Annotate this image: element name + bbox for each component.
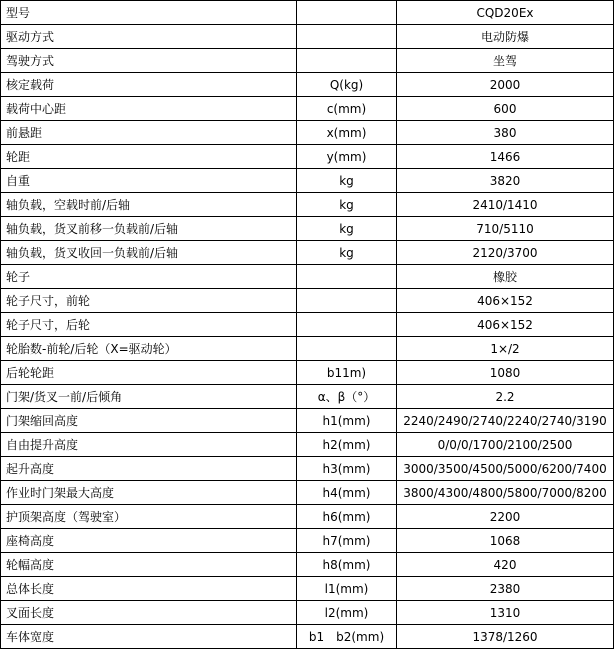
spec-item-cell: 护顶架高度（驾驶室） xyxy=(1,505,297,529)
table-row xyxy=(1,457,614,481)
table-row xyxy=(1,241,614,265)
spec-item-cell: 轮子尺寸，前轮 xyxy=(1,289,297,313)
spec-value-cell: 710/5110 xyxy=(397,217,614,241)
spec-unit-cell: y(mm) xyxy=(297,145,397,169)
spec-value-cell: 1310 xyxy=(397,601,614,625)
spec-value-cell: 406×152 xyxy=(397,313,614,337)
table-row xyxy=(1,145,614,169)
spec-item-cell: 轮子 xyxy=(1,265,297,289)
spec-value-cell: 2200 xyxy=(397,505,614,529)
spec-value-cell: 380 xyxy=(397,121,614,145)
spec-unit-cell xyxy=(297,49,397,73)
spec-unit-cell: h4(mm) xyxy=(297,481,397,505)
spec-unit-cell: h2(mm) xyxy=(297,433,397,457)
table-row xyxy=(1,265,614,289)
spec-item-cell: 轴负载，空载时前/后轴 xyxy=(1,193,297,217)
spec-value-cell: 1080 xyxy=(397,361,614,385)
spec-item-cell: 座椅高度 xyxy=(1,529,297,553)
table-row xyxy=(1,553,614,577)
spec-unit-cell: kg xyxy=(297,217,397,241)
spec-unit-cell: h8(mm) xyxy=(297,553,397,577)
spec-value-cell: 1068 xyxy=(397,529,614,553)
spec-value-cell: 2.2 xyxy=(397,385,614,409)
spec-unit-cell: Q(kg) xyxy=(297,73,397,97)
spec-item-cell: 门架缩回高度 xyxy=(1,409,297,433)
spec-item-cell: 驾驶方式 xyxy=(1,49,297,73)
spec-unit-cell: h6(mm) xyxy=(297,505,397,529)
spec-unit-cell xyxy=(297,313,397,337)
table-row xyxy=(1,289,614,313)
spec-unit-cell: h3(mm) xyxy=(297,457,397,481)
spec-value-cell: 坐驾 xyxy=(397,49,614,73)
spec-item-cell: 型号 xyxy=(1,1,297,25)
spec-unit-cell xyxy=(297,289,397,313)
spec-unit-cell xyxy=(297,25,397,49)
spec-item-cell: 前悬距 xyxy=(1,121,297,145)
table-row xyxy=(1,337,614,361)
spec-unit-cell: α、β（°） xyxy=(297,385,397,409)
table-row xyxy=(1,217,614,241)
spec-unit-cell: b1 b2(mm) xyxy=(297,625,397,649)
spec-unit-cell xyxy=(297,265,397,289)
spec-item-cell: 轮距 xyxy=(1,145,297,169)
spec-value-cell: 600 xyxy=(397,97,614,121)
spec-table-body xyxy=(1,1,614,649)
spec-unit-cell: kg xyxy=(297,169,397,193)
spec-value-cell: 1466 xyxy=(397,145,614,169)
table-row xyxy=(1,121,614,145)
table-row xyxy=(1,169,614,193)
spec-item-cell: 自由提升高度 xyxy=(1,433,297,457)
spec-item-cell: 后轮轮距 xyxy=(1,361,297,385)
spec-item-cell: 核定载荷 xyxy=(1,73,297,97)
spec-value-cell: 406×152 xyxy=(397,289,614,313)
table-row xyxy=(1,25,614,49)
spec-item-cell: 轴负载，货叉收回一负载前/后轴 xyxy=(1,241,297,265)
spec-value-cell: 0/0/0/1700/2100/2500 xyxy=(397,433,614,457)
spec-unit-cell: kg xyxy=(297,193,397,217)
spec-item-cell: 叉面长度 xyxy=(1,601,297,625)
spec-value-cell: CQD20Ex xyxy=(397,1,614,25)
spec-value-cell: 2240/2490/2740/2240/2740/3190 xyxy=(397,409,614,433)
table-row xyxy=(1,529,614,553)
table-row xyxy=(1,1,614,25)
spec-value-cell: 橡胶 xyxy=(397,265,614,289)
table-row xyxy=(1,313,614,337)
spec-item-cell: 轴负载，货叉前移一负载前/后轴 xyxy=(1,217,297,241)
spec-value-cell: 2000 xyxy=(397,73,614,97)
spec-item-cell: 总体长度 xyxy=(1,577,297,601)
spec-unit-cell: x(mm) xyxy=(297,121,397,145)
table-row xyxy=(1,577,614,601)
spec-unit-cell: kg xyxy=(297,241,397,265)
spec-unit-cell: l2(mm) xyxy=(297,601,397,625)
table-row xyxy=(1,385,614,409)
table-row xyxy=(1,625,614,649)
table-row xyxy=(1,481,614,505)
spec-unit-cell xyxy=(297,1,397,25)
spec-unit-cell: l1(mm) xyxy=(297,577,397,601)
spec-value-cell: 3000/3500/4500/5000/6200/7400 xyxy=(397,457,614,481)
spec-item-cell: 车体宽度 xyxy=(1,625,297,649)
spec-unit-cell: c(mm) xyxy=(297,97,397,121)
spec-value-cell: 2120/3700 xyxy=(397,241,614,265)
spec-unit-cell: b11m) xyxy=(297,361,397,385)
table-row xyxy=(1,193,614,217)
spec-item-cell: 轮幅高度 xyxy=(1,553,297,577)
table-row xyxy=(1,409,614,433)
spec-item-cell: 轮子尺寸，后轮 xyxy=(1,313,297,337)
spec-item-cell: 驱动方式 xyxy=(1,25,297,49)
spec-item-cell: 作业时门架最大高度 xyxy=(1,481,297,505)
spec-item-cell: 轮胎数-前轮/后轮（X=驱动轮） xyxy=(1,337,297,361)
spec-item-cell: 门架/货叉一前/后倾角 xyxy=(1,385,297,409)
table-row xyxy=(1,433,614,457)
table-row xyxy=(1,97,614,121)
spec-unit-cell: h1(mm) xyxy=(297,409,397,433)
spec-value-cell: 2380 xyxy=(397,577,614,601)
spec-value-cell: 1×/2 xyxy=(397,337,614,361)
spec-value-cell: 3800/4300/4800/5800/7000/8200 xyxy=(397,481,614,505)
spec-unit-cell xyxy=(297,337,397,361)
spec-unit-cell: h7(mm) xyxy=(297,529,397,553)
table-row xyxy=(1,73,614,97)
table-row xyxy=(1,505,614,529)
table-row xyxy=(1,601,614,625)
spec-value-cell: 2410/1410 xyxy=(397,193,614,217)
table-row xyxy=(1,361,614,385)
spec-value-cell: 3820 xyxy=(397,169,614,193)
spec-value-cell: 1378/1260 xyxy=(397,625,614,649)
table-row xyxy=(1,49,614,73)
spec-value-cell: 电动防爆 xyxy=(397,25,614,49)
spec-item-cell: 载荷中心距 xyxy=(1,97,297,121)
spec-item-cell: 起升高度 xyxy=(1,457,297,481)
spec-value-cell: 420 xyxy=(397,553,614,577)
spec-item-cell: 自重 xyxy=(1,169,297,193)
